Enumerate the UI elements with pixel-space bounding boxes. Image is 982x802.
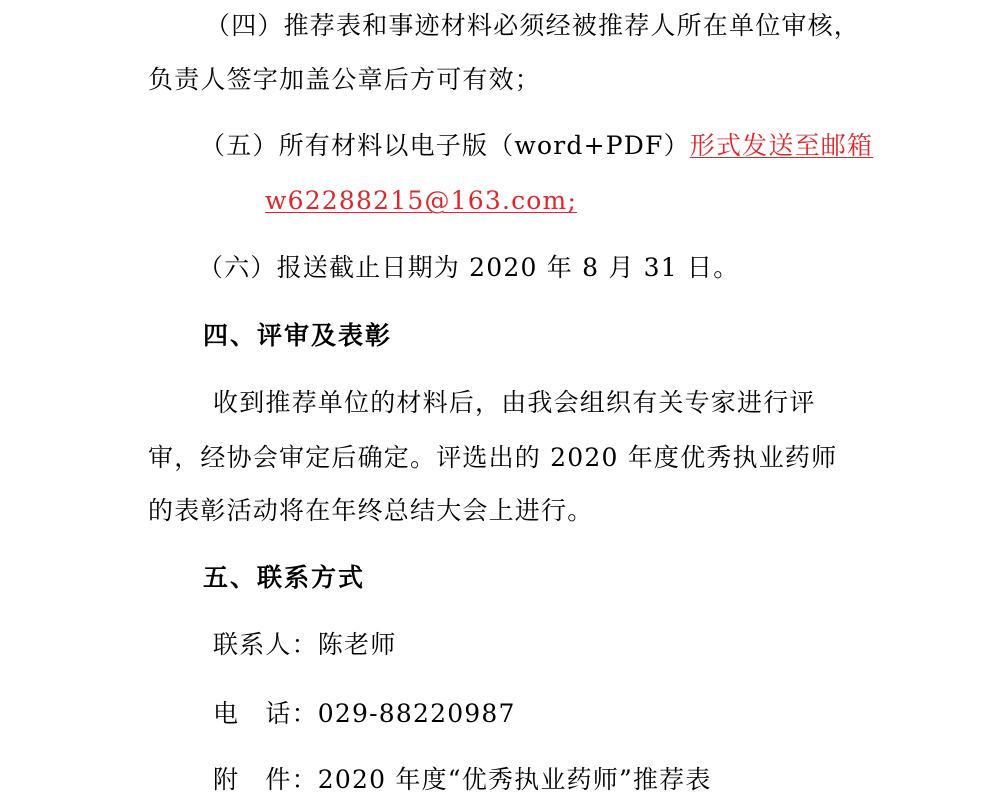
email-instruction-link[interactable]: 形式发送至邮箱 — [689, 131, 874, 160]
section4-para-line3: 的表彰活动将在年终总结大会上进行。 — [148, 496, 594, 525]
item5-line2 — [265, 185, 577, 217]
item5-prefix: （五）所有材料以电子版（word+PDF） — [200, 131, 690, 160]
contact-person: 联系人：陈老师 — [213, 630, 397, 659]
email-address-link[interactable]: w62288215@163.com; — [265, 186, 578, 215]
item6-deadline: （六）报送截止日期为 2020 年 8 月 31 日。 — [198, 253, 740, 282]
section4-heading: 四、评审及表彰 — [203, 321, 393, 350]
item4-line1: （四）推荐表和事迹材料必须经被推荐人所在单位审核， — [205, 11, 861, 40]
contact-phone: 电 话：029-88220987 — [213, 699, 516, 728]
attachment-line: 附 件：2020 年度“优秀执业药师”推荐表 — [213, 765, 712, 794]
item5-line1 — [200, 130, 873, 162]
section5-heading: 五、联系方式 — [203, 563, 366, 592]
section4-para-line2: 审，经协会审定后确定。评选出的 2020 年度优秀执业药师 — [148, 443, 838, 472]
section4-para-line1: 收到推荐单位的材料后，由我会组织有关专家进行评 — [213, 388, 816, 417]
item4-line2: 负责人签字加盖公章后方可有效； — [148, 65, 542, 94]
